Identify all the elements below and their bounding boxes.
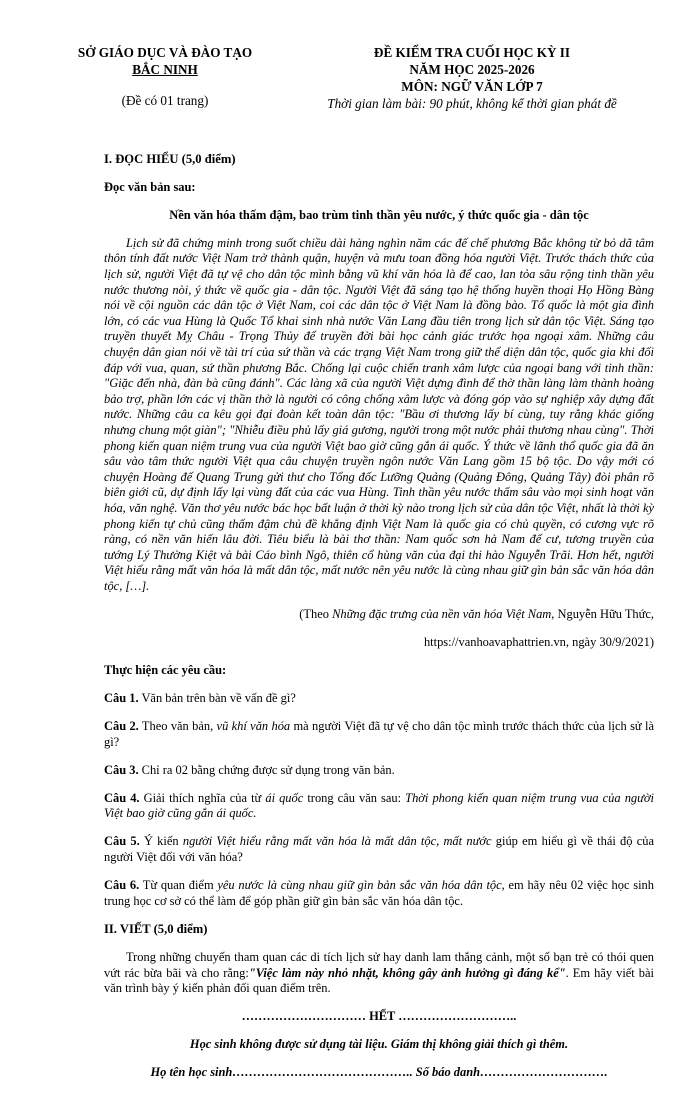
section1-heading: I. ĐỌC HIỂU (5,0 điểm)	[104, 151, 236, 166]
question-label: Câu 2.	[104, 719, 139, 734]
question-text: Từ quan điểm	[139, 877, 218, 892]
question-label: Câu 5.	[104, 834, 140, 849]
question-text: Giải thích nghĩa của từ	[139, 790, 266, 805]
prompt-quote: "Việc làm này nhỏ nhặt, không gây ảnh hưởng gì đáng kể"	[248, 965, 566, 980]
task-heading: Thực hiện các yêu cầu:	[104, 663, 227, 677]
question-text: Chỉ ra 02 bằng chứng được sử dụng trong văn bản.	[138, 762, 395, 777]
passage-title: Nền văn hóa thấm đậm, bao trùm tinh thần yêu nước, ý thức quốc gia - dân tộc	[169, 207, 589, 222]
question-2	[104, 719, 654, 750]
prompt-text: . Em hãy viết bài văn trình bày ý kiến phản đối quan điểm trên.	[104, 965, 655, 996]
question-label: Câu 1.	[104, 691, 139, 706]
passage-text: Lịch sử đã chứng minh trong suốt chiều dài hàng nghìn năm các đế chế phương Bắc không từ bỏ dã tâm thôn tính đất nước Việt Nam trở thành quận, huyện và mưu toan đồng hóa người Việt. Trước thách thức của lịch sử, người Việt đã tự vệ cho dân tộc mình bằng vũ khí văn hóa là để cao, lan tỏa sâu rộng tinh thần yêu nước thương nòi, ý thức về quốc gia - dân tộc. Người Việt đã sáng tạo hệ thống huyền thoại Họ Hồng Bàng nói về cội nguồn các dân tộc ở Việt Nam, coi các dân tộc ở Việt Nam là đồng bào. Tổ quốc là một gia đình lớn, có các vua Hùng là Quốc Tổ khai sinh nhà nước Văn Lang đầu tiên trong lịch sử dân tộc Việt. Sáng tạo truyền thuyết Mỵ Châu - Trọng Thủy để truyền đời bài học cảnh giác trước họa ngoại xâm. Những câu chuyện dân gian nói về tài trí của sứ thần và các trạng Việt Nam trong giữ thể diện dân tộc, quốc gia khi đối đáp với vua, quan, sứ thần phương Bắc. Chống lại cuộc chiến tranh xâm lược của ngoại bang với tinh thần: "Giặc đến nhà, đàn bà cũng đánh". Các làng xã của người Việt dựng đình để thờ thần làng làm thành hoàng bảo trợ, phần lớn các vị thần thờ là người có công chống xâm lược và đóng góp vào sự nghiệp xây dựng đất nước. Những câu ca kêu gọi đại đoàn kết toàn dân tộc: "Bầu ơi thương lấy bí cùng, tuy rằng khác giống nhưng chung một giàn"; "Nhiễu điều phủ lấy giá gương, người trong một nước phải thương nhau cùng". Thời phong kiến quan niệm trung vua của người Việt bao giờ cũng gắn ái quốc. Ý thức về lãnh thổ quốc gia đã ăn sâu vào tâm thức người Việt qua câu chuyện truyền ngôn nước Văn Lang gồm 15 bộ tộc. Do vậy mới có chuyện Hoàng đế Quang Trung gửi thư cho Tổng đốc Lưỡng Quảng (Quảng Đông, Quảng Tây) đòi phân rõ biên giới cũ, dự định lấy lại vùng đất của các vua Hùng. Tinh thần yêu nước thấm sâu vào mọi sinh hoạt văn hóa, văn nghệ. Văn thơ yêu nước bác học bất luận ở thời kỳ nào trong lịch sử của dân tộc Việt, nhất là thời kỳ phong kiến tự chủ cũng thấm đậm chủ đề khẳng định Việt Nam là quốc gia có chủ quyền, có cương vực rõ ràng, có nền văn hiến lâu đời. Tiêu biểu là bài thơ thần: Nam quốc sơn hà Nam đế cư, tương truyền của tướng Lý Thường Kiệt và bài Cáo bình Ngô, thiên cổ hùng văn của đại thi hào Nguyễn Trãi. Hơn hết, người Việt hiểu rằng mất văn hóa là mất dân tộc, mất nước nên yêu nước là cùng nhau giữ gìn bản sắc văn hóa dân tộc, […].	[104, 235, 654, 593]
province-name: BẮC NINH	[132, 62, 198, 77]
question-label: Câu 4.	[104, 790, 140, 805]
source-prefix: (Theo	[299, 606, 333, 621]
question-4	[104, 791, 654, 822]
student-info-line: Họ tên học sinh…………………………………….. Số báo danh………………………….	[150, 1065, 608, 1080]
question-text: giúp em hiểu gì về thái độ của người Việt đối với văn hóa?	[104, 834, 654, 864]
question-emphasis: người Việt hiểu rằng mất văn hóa là mất dân tộc, mất nước	[182, 834, 492, 849]
question-text: Theo văn bản,	[138, 719, 217, 734]
passage-source	[104, 607, 654, 623]
question-text: Văn bản trên bàn về vấn đề gì?	[138, 691, 296, 706]
question-label: Câu 3.	[104, 762, 139, 777]
question-emphasis: vũ khí văn hóa	[216, 719, 291, 734]
question-text: , em hãy nêu 02 việc học sinh trung học cơ sở có thể làm để góp phần giữ gìn bản sắc văn hóa dân tộc.	[104, 877, 654, 908]
section2-heading: II. VIẾT (5,0 điểm)	[104, 921, 208, 936]
question-6	[104, 878, 654, 909]
reading-instruction: Đọc văn bản sau:	[104, 179, 196, 194]
subject: MÔN: NGỮ VĂN LỚP 7	[401, 79, 543, 94]
exam-duration: Thời gian làm bài: 90 phút, không kể thời gian phát đề	[327, 96, 617, 111]
question-emphasis: yêu nước là cùng nhau giữ gìn bản sắc văn hóa dân tộc	[217, 877, 502, 892]
reading-section	[104, 139, 654, 1093]
question-3	[104, 763, 654, 779]
writing-prompt	[104, 950, 654, 997]
school-year: NĂM HỌC 2025-2026	[409, 62, 535, 77]
header-left	[40, 44, 290, 109]
department-name: SỞ GIÁO DỤC VÀ ĐÀO TẠO	[77, 45, 253, 60]
end-marker: ………………………… HẾT ………………………..	[241, 1009, 517, 1024]
source-book-title: Những đặc trưng của nền văn hóa Việt Nam	[332, 606, 552, 621]
exam-title: ĐỀ KIỂM TRA CUỐI HỌC KỲ II	[373, 45, 571, 60]
page-count-note: (Đề có 01 trang)	[121, 93, 209, 108]
question-label: Câu 6.	[104, 877, 140, 892]
prompt-text: Trong những chuyến tham quan các di tích lịch sử hay danh lam thắng cảnh, một số bạn trẻ có thói quen vứt rác bừa bãi và cho rằng:	[104, 949, 654, 980]
question-quote: Thời phong kiến quan niệm trung vua của người Việt bao giờ cũng gắn ái quốc.	[104, 790, 655, 821]
source-author: , Nguyễn Hữu Thức,	[551, 606, 654, 621]
question-text: Ý kiến	[139, 834, 183, 849]
question-emphasis: ái quốc	[265, 790, 304, 805]
question-5	[104, 834, 654, 865]
source-url: https://vanhoavaphattrien.vn, ngày 30/9/2021)	[423, 634, 654, 649]
exam-note: Học sinh không được sử dụng tài liệu. Giám thị không giải thích gì thêm.	[189, 1037, 569, 1052]
question-text: mà người Việt đã tự vệ cho dân tộc mình trước thách thức của lịch sử là gì?	[104, 719, 654, 749]
question-1	[104, 691, 654, 707]
header-right	[290, 44, 654, 112]
question-text: trong câu văn sau:	[303, 790, 406, 805]
